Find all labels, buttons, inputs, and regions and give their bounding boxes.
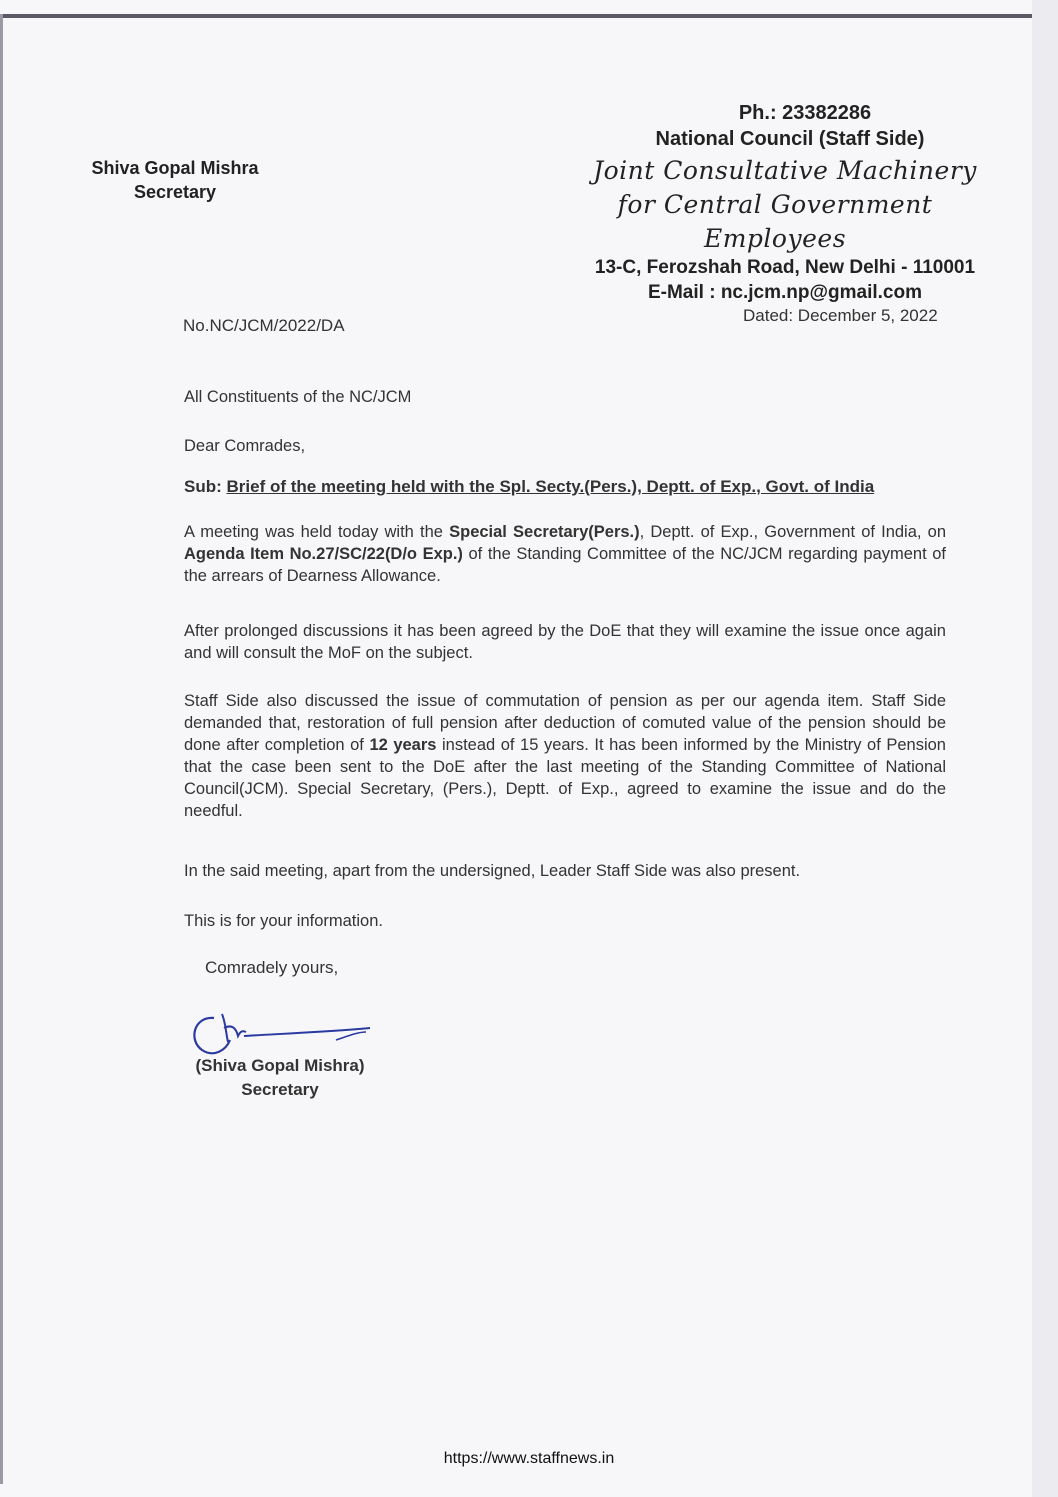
script-line-2: for Central Government Employees <box>617 190 933 253</box>
paragraph-4: In the said meeting, apart from the undersigned, Leader Staff Side was also present. <box>184 862 801 880</box>
scan-left-edge <box>0 14 3 1484</box>
subject-line <box>184 476 946 498</box>
signatory-name: (Shiva Gopal Mishra) <box>195 1056 365 1075</box>
scan-top-edge <box>0 14 1040 18</box>
footer-url: https://www.staffnews.in <box>443 1450 615 1467</box>
p1-bold-2: Agenda Item No.27/SC/22(D/o Exp.) <box>184 545 463 563</box>
p3-text-c: instead of 15 years. It has been informed by the Ministry of Pension that the case been sent to the DoE after the last meeting of the Standing Committee of National Council(JCM). Special Secretary, (Pers.), Deptt. of Exp., agreed to examine the issue and do the needful. <box>184 736 946 820</box>
paragraph-3 <box>184 690 946 822</box>
script-line-1: Joint Consultative Machinery <box>593 156 977 185</box>
reference-number: No.NC/JCM/2022/DA <box>183 316 345 335</box>
p1-text-c: , Deptt. of Exp., Government of India, on <box>639 523 946 541</box>
p3-text-a: Staff Side also discussed the issue of commutation of pension as per our agenda item. Staff Side demanded that, restoration of full pension after deduction of comuted value of the pension should be done after completion of <box>184 692 946 754</box>
sender-name: Shiva Gopal Mishra <box>91 158 259 178</box>
council-name: National Council (Staff Side) <box>655 128 925 150</box>
sender-title: Secretary <box>133 182 217 202</box>
email-address: E-Mail : nc.jcm.np@gmail.com <box>647 282 922 303</box>
paragraph-1 <box>184 521 946 587</box>
handwritten-signature <box>186 1010 376 1058</box>
subject-label: Sub: <box>184 477 222 496</box>
p3-bold: 12 years <box>369 736 437 754</box>
phone-number: Ph.: 23382286 <box>738 102 872 124</box>
closing: Comradely yours, <box>205 958 339 977</box>
salutation: Dear Comrades, <box>184 437 306 455</box>
p1-text-a: A meeting was held today with the <box>184 523 450 541</box>
signatory-block <box>190 1054 370 1102</box>
p1-bold-1: Special Secretary(Pers.) <box>449 523 640 541</box>
sender-block <box>80 156 270 204</box>
scan-right-shade <box>1032 0 1058 1497</box>
p1-text-d: of the Standing Committee of the NC/JCM regarding payment of the arrears of Dearness Allowance. <box>184 545 946 585</box>
letter-date: Dated: December 5, 2022 <box>743 306 938 325</box>
paragraph-2: After prolonged discussions it has been agreed by the DoE that they will examine the issue once again and will consult the MoF on the subject. <box>184 622 946 662</box>
paragraph-5: This is for your information. <box>184 912 383 930</box>
signatory-title: Secretary <box>241 1080 319 1099</box>
subject-text: Brief of the meeting held with the Spl. Secty.(Pers.), Deptt. of Exp., Govt. of India <box>226 477 875 496</box>
addressee: All Constituents of the NC/JCM <box>184 388 412 406</box>
letterhead <box>570 100 1000 306</box>
postal-address: 13-C, Ferozshah Road, New Delhi - 110001 <box>594 257 976 278</box>
